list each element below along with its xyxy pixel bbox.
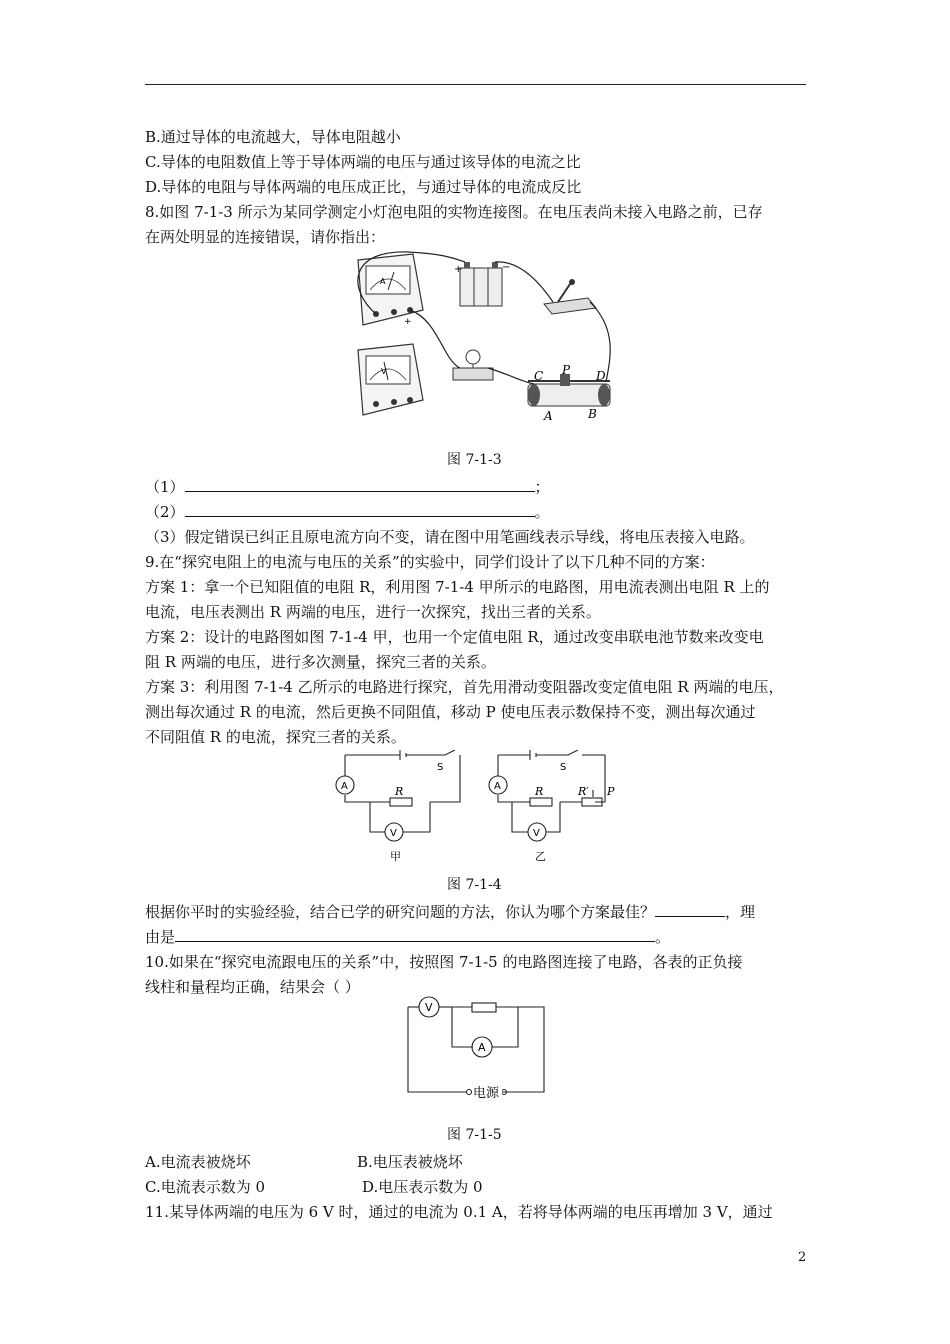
- svg-text:A: A: [380, 277, 386, 286]
- option-c-q7: C.导体的电阻数值上等于导体两端的电压与通过该导体的电流之比: [145, 153, 581, 171]
- battery-device: [454, 262, 510, 306]
- terminal-d-label: D: [596, 369, 606, 383]
- yi-caption: 乙: [535, 850, 546, 863]
- terminal-b-label: B: [588, 407, 597, 421]
- rheostat-device: [528, 363, 610, 423]
- option-d-q10: D.电压表示数为 0: [362, 1178, 483, 1196]
- figure-7-1-5-circuit: [400, 995, 550, 1107]
- option-c-q10: C.电流表示数为 0: [145, 1178, 266, 1196]
- ammeter-plus-label: +: [404, 317, 412, 327]
- power-source-label: 电源: [473, 1086, 500, 1101]
- voltmeter-symbol-7-1-5: V: [425, 1001, 433, 1014]
- yi-voltmeter-symbol: V: [533, 828, 540, 839]
- plan-2-line1: 方案 2：设计的电路图如图 7-1-4 甲，也用一个定值电阻 R，通过改变串联电池节数来改变电: [145, 628, 764, 646]
- answer-1-label: （1）: [145, 478, 185, 496]
- ammeter-device: [358, 254, 423, 327]
- question-10-line1: 10.如果在“探究电流跟电压的关系”中，按照图 7-1-5 的电路图连接了电路，各表的正负接: [145, 953, 743, 971]
- answer-2-label: （2）: [145, 503, 185, 521]
- plan-2-line2: 阻 R 两端的电压，进行多次测量，探究三者的关系。: [145, 653, 496, 671]
- jia-switch-label: S: [437, 762, 444, 773]
- figure-7-1-3-apparatus: [348, 250, 620, 435]
- jia-voltmeter-symbol: V: [390, 828, 397, 839]
- terminal-a-label: A: [544, 409, 553, 423]
- best-plan-blank[interactable]: [655, 902, 725, 917]
- question-8-line2: 在两处明显的连接错误，请你指出：: [145, 228, 386, 246]
- battery-minus-label: −: [502, 262, 511, 273]
- question-11-line1: 11.某导体两端的电压为 6 V 时，通过的电流为 0.1 A，若将导体两端的电压再增加 3 V，通过: [145, 1203, 773, 1221]
- yi-resistor-label: R: [535, 785, 544, 798]
- answer-2-punct: 。: [534, 503, 550, 521]
- question-8-line1: 8.如图 7-1-3 所示为某同学测定小灯泡电阻的实物连接图。在电压表尚未接入电路之前，已存: [145, 203, 763, 221]
- lamp-device: [453, 350, 493, 380]
- question-10-line2: 线柱和量程均正确，结果会（ ）: [145, 978, 360, 996]
- terminal-c-label: C: [534, 369, 544, 383]
- reason-blank[interactable]: [175, 927, 655, 942]
- yi-slider-label: P: [607, 785, 615, 798]
- figure-7-1-3-caption: 图 7-1-3: [447, 452, 502, 468]
- page-number: 2: [798, 1250, 807, 1265]
- option-b-q7: B.通过导体的电流越大，导体电阻越小: [145, 128, 401, 146]
- question-9-line1: 9.在“探究电阻上的电流与电压的关系”的实验中，同学们设计了以下几种不同的方案：: [145, 553, 715, 571]
- plan-3-line3: 不同阻值 R 的电流，探究三者的关系。: [145, 728, 406, 746]
- header-rule: [145, 84, 806, 85]
- question-9-reason: [145, 927, 670, 947]
- answer-2-line: [145, 502, 550, 522]
- plan-3-line2: 测出每次通过 R 的电流，然后更换不同阻值，移动 P 使电压表示数保持不变，测出每次通过: [145, 703, 756, 721]
- yi-rheostat-label: R′: [578, 785, 589, 798]
- answer-1-blank[interactable]: [185, 477, 535, 492]
- answer-1-line: [145, 477, 550, 497]
- answer-1-punct: ；: [534, 478, 550, 496]
- switch-device: [544, 279, 596, 314]
- question-8-part3: （3）假定错误已纠正且原电流方向不变，请在图中用笔画线表示导线，将电压表接入电路。: [145, 528, 755, 546]
- option-d-q7: D.导体的电阻与导体两端的电压成正比，与通过导体的电流成反比: [145, 178, 582, 196]
- yi-switch-label: S: [560, 762, 567, 773]
- option-a-q10: A.电流表被烧坏: [145, 1153, 251, 1171]
- reason-punct: 。: [655, 928, 671, 946]
- ammeter-symbol-7-1-5: A: [478, 1041, 486, 1054]
- answer-2-blank[interactable]: [185, 502, 535, 517]
- question-9-ask: [145, 902, 755, 922]
- question-9-ask-text: 根据你平时的实验经验，结合已学的研究问题的方法，你认为哪个方案最佳？: [145, 903, 656, 921]
- plan-3-line1: 方案 3：利用图 7-1-4 乙所示的电路进行探究，首先用滑动变阻器改变定值电阻 R 两端的电压，: [145, 678, 784, 696]
- option-b-q10: B.电压表被烧坏: [357, 1153, 463, 1171]
- jia-resistor-label: R: [395, 785, 404, 798]
- svg-text:V: V: [381, 367, 387, 376]
- jia-ammeter-symbol: A: [341, 781, 348, 792]
- figure-7-1-4-caption: 图 7-1-4: [447, 877, 502, 893]
- question-9-ask-tail: ，理: [725, 903, 756, 921]
- jia-caption: 甲: [390, 850, 401, 863]
- plan-1-line2: 电流，电压表测出 R 两端的电压，进行一次探究，找出三者的关系。: [145, 603, 601, 621]
- reason-label: 由是: [145, 928, 176, 946]
- yi-ammeter-symbol: A: [494, 781, 501, 792]
- battery-plus-label: +: [454, 264, 463, 275]
- slider-p-label: P: [562, 363, 571, 377]
- plan-1-line1: 方案 1：拿一个已知阻值的电阻 R，利用图 7-1-4 甲所示的电路图，用电流表测出电阻 R 上的: [145, 578, 770, 596]
- figure-7-1-4-circuits: [330, 750, 620, 865]
- voltmeter-device: [358, 344, 423, 415]
- figure-7-1-5-caption: 图 7-1-5: [447, 1127, 502, 1143]
